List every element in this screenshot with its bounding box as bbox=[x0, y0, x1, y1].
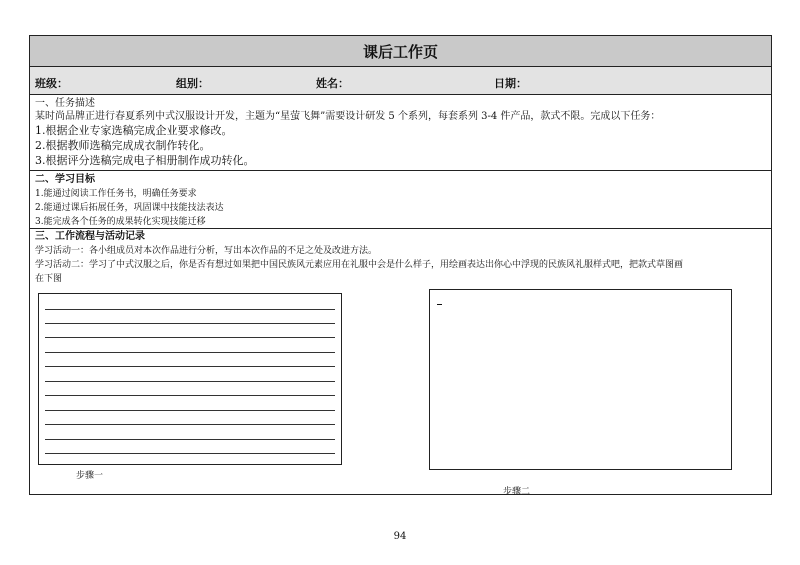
writing-line bbox=[45, 410, 335, 411]
task-description-text: 某时尚品牌正进行春夏系列中式汉服设计开发，主题为“星萤飞舞”需要设计研发 5 个系列，每套系列 3-4 件产品，款式不限。完成以下任务： bbox=[35, 111, 661, 122]
workflow-heading: 三、工作流程与活动记录 bbox=[35, 231, 145, 242]
task-item: 2.根据教师选稿完成成衣制作转化。 bbox=[35, 139, 211, 152]
sketch-box[interactable] bbox=[429, 289, 732, 470]
writing-line bbox=[45, 323, 335, 324]
activity-two-text: 学习活动二：学习了中式汉服之后，你是否有想过如果把中国民族风元素应用在礼服中会是什么样子，用绘画表达出你心中浮现的民族风礼服样式吧，把款式草图画 bbox=[35, 260, 684, 270]
writing-line bbox=[45, 395, 335, 396]
text-cursor bbox=[437, 304, 442, 305]
writing-line bbox=[45, 453, 335, 454]
goal-item: 1.能通过阅读工作任务书，明确任务要求 bbox=[35, 189, 197, 199]
writing-line bbox=[45, 381, 335, 382]
writing-line bbox=[45, 352, 335, 353]
goal-item: 2.能通过课后拓展任务，巩固课中技能技法表达 bbox=[35, 203, 224, 213]
info-row bbox=[30, 67, 771, 95]
goal-item: 3.能完成各个任务的成果转化实现技能迁移 bbox=[35, 217, 206, 227]
workflow-section bbox=[30, 229, 771, 288]
task-description-heading: 一、任务描述 bbox=[35, 98, 95, 109]
learning-goals-heading: 二、学习目标 bbox=[35, 174, 95, 185]
writing-line bbox=[45, 424, 335, 425]
activity-one-text: 学习活动一：各小组成员对本次作品进行分析，写出本次作品的不足之处及改进方法。 bbox=[35, 246, 378, 256]
page-number: 94 bbox=[393, 531, 407, 542]
writing-line bbox=[45, 366, 335, 367]
writing-line bbox=[45, 309, 335, 310]
page-title: 课后工作页 bbox=[30, 36, 771, 67]
group-label: 组别： bbox=[176, 77, 209, 90]
task-description-section bbox=[30, 95, 771, 171]
learning-goals-section bbox=[30, 171, 771, 229]
writing-line bbox=[45, 439, 335, 440]
step-one-caption: 步骤一 bbox=[76, 471, 104, 481]
writing-line bbox=[45, 337, 335, 338]
activity-two-text-cont: 在下图 bbox=[35, 274, 63, 284]
date-label: 日期： bbox=[494, 77, 527, 90]
class-label: 班级： bbox=[35, 77, 68, 90]
task-item: 3.根据评分选稿完成电子相册制作成功转化。 bbox=[35, 154, 255, 167]
step-two-caption: 步骤二 bbox=[503, 487, 531, 497]
name-label: 姓名： bbox=[316, 77, 349, 90]
writing-box[interactable] bbox=[38, 293, 342, 465]
task-item: 1.根据企业专家选稿完成企业要求修改。 bbox=[35, 124, 233, 137]
